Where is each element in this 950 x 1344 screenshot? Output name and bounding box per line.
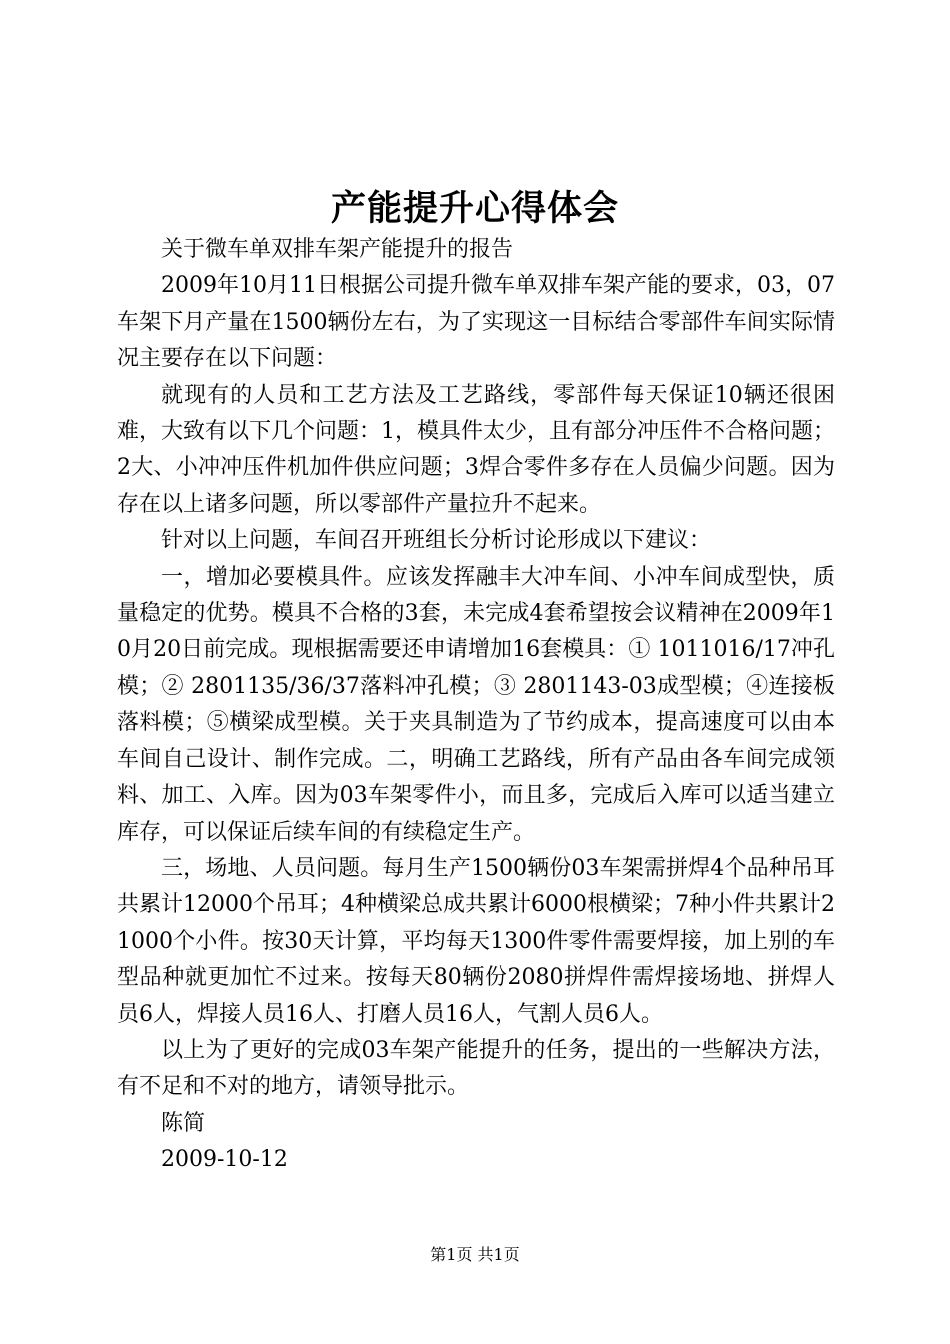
document-title: 产能提升心得体会 <box>330 188 619 229</box>
paragraph-problems: 就现有的人员和工艺方法及工艺路线，零部件每天保证10辆还很困难，大致有以下几个问题：1，模具件太少，且有部分冲压件不合格问题；2大、小冲冲压件机加件供应问题；3焊合零件多存在人员偏少问题。因为存在以上诸多问题，所以零部件产量拉升不起来。 <box>117 382 835 517</box>
paragraph-suggestions-lead: 针对以上问题，车间召开班组长分析讨论形成以下建议： <box>161 528 712 554</box>
paragraph-conclusion: 以上为了更好的完成03车架产能提升的任务，提出的一些解决方法，有不足和不对的地方，请领导批示。 <box>117 1037 835 1100</box>
document-date: 2009-10-12 <box>161 1147 288 1173</box>
author-name: 陈简 <box>161 1110 206 1136</box>
document-body <box>117 232 835 1179</box>
paragraph-suggestion-three: 三，场地、人员问题。每月生产1500辆份03车架需拼焊4个品种吊耳共累计12000个吊耳；4种横梁总成共累计6000根横梁；7种小件共累计21000个小件。按30天计算，平均每天1300件零件需要焊接，加上别的车型品种就更加忙不过来。按每天80辆份2080拼焊件需焊接场地、拼焊人员6人，焊接人员16人、打磨人员16人，气割人员6人。 <box>117 855 835 1027</box>
paragraph-intro: 2009年10月11日根据公司提升微车单双排车架产能的要求，03，07车架下月产量在1500辆份左右，为了实现这一目标结合零部件车间实际情况主要存在以下问题： <box>117 273 835 372</box>
page-footer: 第1页 共1页 <box>430 1245 520 1264</box>
paragraph-suggestion-one: 一，增加必要模具件。应该发挥融丰大冲车间、小冲车间成型快，质量稳定的优势。模具不合格的3套，未完成4套希望按会议精神在2009年10月20日前完成。现根据需要还申请增加16套模具：① 1011016/17冲孔模；② 2801135/36/37落料冲孔模；③ 2801143-03成型模；④连接板落料模；⑤横梁成型模。关于夹具制造为了节约成本，提高速度可以由本车间自己设计、制作完成。二，明确工艺路线，所有产品由各车间完成领料、加工、入库。因为03车架零件小，而且多，完成后入库可以适当建立库存，可以保证后续车间的有续稳定生产。 <box>117 564 835 845</box>
report-heading: 关于微车单双排车架产能提升的报告 <box>161 237 514 262</box>
